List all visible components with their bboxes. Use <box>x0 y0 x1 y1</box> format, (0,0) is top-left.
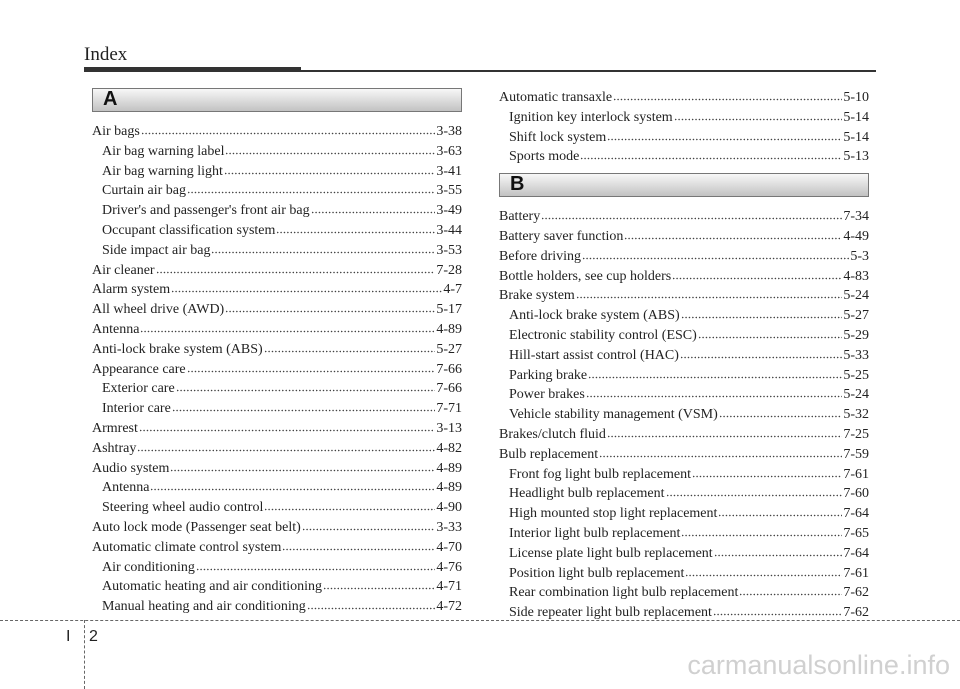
entry-term: License plate light bulb replacement <box>509 545 713 561</box>
entry-term: Ashtray <box>92 440 137 456</box>
leader-dots <box>692 466 842 478</box>
entry-term: Before driving <box>499 248 582 264</box>
entry-page-ref: 3-41 <box>436 163 462 179</box>
entry-page-ref: 4-71 <box>436 579 462 595</box>
leader-dots <box>187 182 435 194</box>
page-header-title: Index <box>84 44 128 65</box>
index-entry <box>499 108 869 128</box>
index-entry <box>499 385 869 405</box>
leader-dots <box>187 361 436 373</box>
entry-page-ref: 5-14 <box>843 109 869 125</box>
section-letter: B <box>510 173 525 196</box>
entry-term: Side repeater light bulb replacement <box>509 605 712 621</box>
index-entry <box>499 484 869 504</box>
leader-dots <box>586 386 843 398</box>
entry-page-ref: 5-24 <box>843 288 869 304</box>
index-entry <box>92 261 462 281</box>
index-entry <box>92 122 462 142</box>
entry-term: Air bag warning light <box>102 163 223 179</box>
index-entry <box>92 181 462 201</box>
entry-page-ref: 7-65 <box>843 525 869 541</box>
section-letter: A <box>103 88 118 110</box>
entry-page-ref: 7-60 <box>843 486 869 502</box>
index-entry <box>499 267 869 287</box>
entry-term: Bottle holders, see cup holders <box>499 268 672 284</box>
entry-term: Brake system <box>499 288 575 304</box>
entry-page-ref: 3-33 <box>436 519 462 535</box>
entry-page-ref: 5-27 <box>436 341 462 357</box>
watermark: carmanualsonline.info <box>687 650 950 680</box>
leader-dots <box>599 446 842 458</box>
entry-term: Alarm system <box>92 282 171 298</box>
leader-dots <box>718 505 842 517</box>
entry-term: Auto lock mode (Passenger seat belt) <box>92 519 301 535</box>
index-entry <box>499 88 869 108</box>
index-entry <box>92 597 462 617</box>
leader-dots <box>140 321 435 333</box>
leader-dots <box>624 228 842 240</box>
entry-term: Antenna <box>102 480 150 496</box>
leader-dots <box>681 525 842 537</box>
entry-page-ref: 4-7 <box>443 282 462 298</box>
entry-page-ref: 4-70 <box>436 539 462 555</box>
entry-page-ref: 3-53 <box>436 242 462 258</box>
leader-dots <box>302 519 436 531</box>
index-entry <box>92 399 462 419</box>
entry-term: Battery <box>499 209 541 225</box>
leader-dots <box>681 307 843 319</box>
entry-page-ref: 5-29 <box>843 327 869 343</box>
entry-term: Brakes/clutch fluid <box>499 426 606 442</box>
entry-term: Driver's and passenger's front air bag <box>102 203 310 219</box>
entry-term: Automatic climate control system <box>92 539 282 555</box>
entry-page-ref: 5-32 <box>843 407 869 423</box>
leader-dots <box>739 584 842 596</box>
entry-term: Interior light bulb replacement <box>509 525 681 541</box>
leader-dots <box>170 460 435 472</box>
entry-page-ref: 4-89 <box>436 321 462 337</box>
entry-page-ref: 4-72 <box>436 599 462 615</box>
entry-term: Appearance care <box>92 361 186 377</box>
entry-page-ref: 3-13 <box>436 420 462 436</box>
leader-dots <box>666 485 843 497</box>
index-entry <box>499 583 869 603</box>
index-entry <box>92 201 462 221</box>
index-entry <box>92 379 462 399</box>
entry-term: Parking brake <box>509 367 588 383</box>
entry-term: Rear combination light bulb replacement <box>509 585 739 601</box>
entry-page-ref: 4-76 <box>436 559 462 575</box>
index-entry <box>92 142 462 162</box>
index-entry <box>92 459 462 479</box>
section-header-a <box>92 88 462 112</box>
index-entry <box>92 300 462 320</box>
entry-term: Battery saver function <box>499 228 624 244</box>
entry-term: Audio system <box>92 460 170 476</box>
index-entry <box>499 326 869 346</box>
leader-dots <box>580 148 842 160</box>
entry-page-ref: 5-27 <box>843 308 869 324</box>
index-entry <box>92 320 462 340</box>
entry-page-ref: 7-71 <box>436 401 462 417</box>
index-entry <box>499 405 869 425</box>
leader-dots <box>139 420 435 432</box>
entry-term: Air bag warning label <box>102 143 225 159</box>
index-entry <box>499 147 869 167</box>
index-entry <box>499 128 869 148</box>
leader-dots <box>264 499 435 511</box>
leader-dots <box>282 539 435 551</box>
entry-term: Air cleaner <box>92 262 155 278</box>
entry-page-ref: 7-64 <box>843 545 869 561</box>
index-entry <box>92 518 462 538</box>
entry-term: Armrest <box>92 420 138 436</box>
leader-dots <box>607 426 842 438</box>
entry-term: Interior care <box>102 401 171 417</box>
index-list-a-continued <box>499 88 869 167</box>
entry-page-ref: 4-90 <box>436 500 462 516</box>
entry-page-ref: 4-82 <box>436 440 462 456</box>
entry-term: Bulb replacement <box>499 446 599 462</box>
leader-dots <box>171 281 442 293</box>
index-entry <box>499 425 869 445</box>
index-list-b <box>499 207 869 623</box>
entry-page-ref: 4-83 <box>843 268 869 284</box>
entry-term: Power brakes <box>509 387 585 403</box>
header-rule-thin <box>301 70 876 72</box>
entry-term: Shift lock system <box>509 129 607 145</box>
entry-page-ref: 5-25 <box>843 367 869 383</box>
index-entry <box>499 306 869 326</box>
entry-page-ref: 7-66 <box>436 381 462 397</box>
index-column-left <box>92 88 462 617</box>
index-entry <box>499 227 869 247</box>
index-entry <box>499 366 869 386</box>
leader-dots <box>680 347 842 359</box>
entry-page-ref: 5-17 <box>436 302 462 318</box>
leader-dots <box>264 341 436 353</box>
entry-page-ref: 4-89 <box>436 460 462 476</box>
footer-page-number: 2 <box>89 628 98 645</box>
footer-divider-vertical <box>84 620 85 689</box>
entry-term: Antenna <box>92 321 140 337</box>
index-entry <box>499 564 869 584</box>
entry-term: Hill-start assist control (HAC) <box>509 347 679 363</box>
entry-page-ref: 7-62 <box>843 585 869 601</box>
entry-term: Side impact air bag <box>102 242 211 258</box>
leader-dots <box>698 327 843 339</box>
index-entry <box>499 445 869 465</box>
leader-dots <box>576 287 843 299</box>
index-entry <box>499 544 869 564</box>
leader-dots <box>541 208 842 220</box>
index-entry <box>499 465 869 485</box>
index-entry <box>92 419 462 439</box>
entry-page-ref: 4-89 <box>436 480 462 496</box>
index-entry <box>92 558 462 578</box>
leader-dots <box>211 242 435 254</box>
entry-page-ref: 5-13 <box>843 149 869 165</box>
header-rule-thick <box>84 67 301 72</box>
entry-term: Ignition key interlock system <box>509 109 673 125</box>
entry-term: Automatic transaxle <box>499 90 613 105</box>
footer-section-label: I <box>66 628 71 645</box>
leader-dots <box>307 598 436 610</box>
index-entry <box>92 280 462 300</box>
leader-dots <box>714 545 843 557</box>
entry-page-ref: 5-24 <box>843 387 869 403</box>
leader-dots <box>613 89 842 101</box>
entry-page-ref: 5-33 <box>843 347 869 363</box>
entry-page-ref: 7-61 <box>843 466 869 482</box>
entry-page-ref: 7-59 <box>843 446 869 462</box>
leader-dots <box>137 440 435 452</box>
leader-dots <box>141 123 436 135</box>
entry-term: Headlight bulb replacement <box>509 486 665 502</box>
entry-page-ref: 5-14 <box>843 129 869 145</box>
leader-dots <box>685 565 842 577</box>
entry-term: Sports mode <box>509 149 580 165</box>
entry-term: Position light bulb replacement <box>509 565 685 581</box>
entry-page-ref: 7-66 <box>436 361 462 377</box>
index-entry <box>92 498 462 518</box>
section-header-b <box>499 173 869 197</box>
entry-term: Air bags <box>92 124 140 139</box>
leader-dots <box>323 578 435 590</box>
leader-dots <box>150 479 435 491</box>
index-entry <box>499 247 869 267</box>
entry-page-ref: 3-55 <box>436 183 462 199</box>
leader-dots <box>176 380 436 392</box>
entry-page-ref: 7-34 <box>843 209 869 225</box>
index-entry <box>92 360 462 380</box>
entry-term: All wheel drive (AWD) <box>92 302 225 318</box>
entry-page-ref: 7-64 <box>843 506 869 522</box>
leader-dots <box>224 163 435 175</box>
index-entry <box>92 478 462 498</box>
entry-term: Electronic stability control (ESC) <box>509 327 697 343</box>
index-entry <box>92 577 462 597</box>
entry-page-ref: 7-62 <box>843 605 869 621</box>
index-entry <box>92 439 462 459</box>
entry-term: Manual heating and air conditioning <box>102 599 306 615</box>
entry-term: Occupant classification system <box>102 222 276 238</box>
entry-term: Vehicle stability management (VSM) <box>509 407 718 423</box>
entry-term: Front fog light bulb replacement <box>509 466 691 482</box>
leader-dots <box>607 129 842 141</box>
entry-term: Curtain air bag <box>102 183 186 199</box>
leader-dots <box>225 301 435 313</box>
leader-dots <box>588 367 842 379</box>
index-column-right <box>499 88 869 623</box>
entry-page-ref: 3-38 <box>436 124 462 139</box>
leader-dots <box>582 248 849 260</box>
entry-page-ref: 3-44 <box>436 222 462 238</box>
leader-dots <box>172 400 436 412</box>
index-entry <box>499 524 869 544</box>
entry-term: Exterior care <box>102 381 175 397</box>
entry-page-ref: 4-49 <box>843 228 869 244</box>
entry-page-ref: 7-25 <box>843 426 869 442</box>
index-entry <box>499 346 869 366</box>
entry-term: Anti-lock brake system (ABS) <box>92 341 263 357</box>
leader-dots <box>674 109 843 121</box>
entry-page-ref: 7-61 <box>843 565 869 581</box>
index-entry <box>499 504 869 524</box>
entry-page-ref: 3-49 <box>436 203 462 219</box>
index-entry <box>499 286 869 306</box>
entry-page-ref: 7-28 <box>436 262 462 278</box>
leader-dots <box>196 559 435 571</box>
index-list-a <box>92 122 462 617</box>
entry-page-ref: 5-10 <box>843 90 869 105</box>
leader-dots <box>719 406 843 418</box>
leader-dots <box>276 222 435 234</box>
index-entry <box>92 340 462 360</box>
index-entry <box>92 538 462 558</box>
entry-term: Automatic heating and air conditioning <box>102 579 323 595</box>
leader-dots <box>672 268 842 280</box>
entry-term: High mounted stop light replacement <box>509 506 718 522</box>
leader-dots <box>311 202 436 214</box>
footer-divider <box>0 620 960 621</box>
entry-page-ref: 3-63 <box>436 143 462 159</box>
index-entry <box>92 241 462 261</box>
index-entry <box>92 221 462 241</box>
entry-term: Anti-lock brake system (ABS) <box>509 308 680 324</box>
entry-page-ref: 5-3 <box>850 248 869 264</box>
entry-term: Air conditioning <box>102 559 195 575</box>
index-entry <box>92 162 462 182</box>
leader-dots <box>225 143 435 155</box>
entry-term: Steering wheel audio control <box>102 500 264 516</box>
index-entry <box>499 207 869 227</box>
leader-dots <box>713 604 842 616</box>
leader-dots <box>156 262 436 274</box>
